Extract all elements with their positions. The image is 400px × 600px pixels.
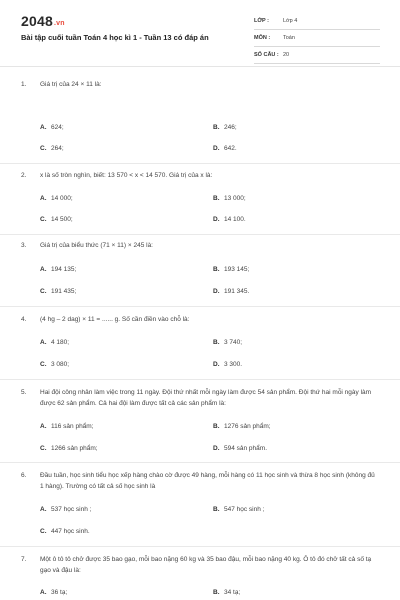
answer-option[interactable]	[40, 124, 64, 131]
logo-suffix: .vn	[53, 20, 65, 27]
option-text: 191 345.	[224, 288, 250, 295]
option-letter: B.	[213, 195, 220, 202]
option-text: 246;	[224, 124, 237, 131]
answer-option[interactable]	[40, 288, 76, 295]
answer-option[interactable]	[213, 339, 242, 346]
option-text: 116 sản phẩm;	[51, 423, 94, 430]
question-separator	[0, 462, 400, 463]
option-text: 3 080;	[51, 361, 70, 368]
answer-option[interactable]	[40, 216, 73, 223]
answer-option[interactable]	[213, 124, 237, 131]
option-text: 547 học sinh ;	[224, 506, 265, 513]
answer-option[interactable]	[40, 145, 64, 152]
page-title: Bài tập cuối tuần Toán 4 học kì 1 - Tuần 13 có đáp án	[21, 33, 209, 42]
question-separator	[0, 234, 400, 235]
meta-row-subject	[254, 33, 380, 47]
option-letter: D.	[213, 288, 220, 295]
meta-row-count	[254, 50, 380, 64]
document-header	[0, 0, 400, 66]
question-text: Đầu tuần, học sinh tiểu học xếp hàng chào cờ được 49 hàng, mỗi hàng có 11 học sinh và thừa 8 học sinh (không đủ 1 hàng). Trường có tất cả số học sinh là	[40, 472, 375, 490]
option-text: 36 tạ;	[51, 589, 68, 596]
question-number: 3.	[21, 242, 27, 249]
option-letter: A.	[40, 423, 47, 430]
answer-option[interactable]	[213, 216, 246, 223]
option-letter: B.	[213, 266, 220, 273]
meta-label: MÔN :	[254, 35, 271, 41]
option-text: 14 000;	[51, 195, 73, 202]
question-text: x là số tròn nghìn, biết: 13 570 < x < 14 570. Giá trị của x là:	[40, 172, 213, 179]
option-text: 193 145;	[224, 266, 250, 273]
meta-value: Lớp 4	[283, 18, 298, 24]
answer-option[interactable]	[40, 445, 98, 452]
option-letter: A.	[40, 589, 47, 596]
question-separator	[0, 163, 400, 164]
option-letter: C.	[40, 361, 47, 368]
question-number: 1.	[21, 81, 27, 88]
option-text: 624;	[51, 124, 64, 131]
option-letter: C.	[40, 288, 47, 295]
answer-option[interactable]	[40, 361, 69, 368]
answer-option[interactable]	[213, 145, 237, 152]
option-text: 594 sản phẩm.	[224, 445, 268, 452]
option-letter: D.	[213, 145, 220, 152]
question-text: Hai đội công nhân làm việc trong 11 ngày. Đội thứ nhất mỗi ngày làm được 54 sản phẩm. Đội thứ hai mỗi ngày làm được 62 sản phẩm. Cả hai đội làm được tất cả các sản phẩm là:	[40, 389, 372, 407]
option-letter: B.	[213, 506, 220, 513]
option-letter: A.	[40, 195, 47, 202]
option-letter: C.	[40, 216, 47, 223]
option-letter: C.	[40, 445, 47, 452]
answer-option[interactable]	[213, 361, 242, 368]
question-text: Một ô tô tô chở được 35 bao gạo, mỗi bao nặng 60 kg và 35 bao đậu, mỗi bao nặng 40 kg. Ô tô đó chở tất cả số tạ gạo và đậu là:	[40, 556, 372, 574]
answer-option[interactable]	[40, 423, 94, 430]
option-text: 191 435;	[51, 288, 77, 295]
option-text: 537 học sinh ;	[51, 506, 92, 513]
option-text: 13 000;	[224, 195, 246, 202]
option-text: 194 135;	[51, 266, 77, 273]
question-number: 4.	[21, 316, 27, 323]
option-text: 447 học sinh.	[51, 528, 90, 535]
question-number: 2.	[21, 172, 27, 179]
answer-option[interactable]	[213, 266, 249, 273]
question-number: 5.	[21, 389, 27, 396]
question-separator	[0, 379, 400, 380]
option-letter: D.	[213, 361, 220, 368]
option-letter: B.	[213, 124, 220, 131]
question-text: Giá trị của biểu thức (71 × 11) × 245 là:	[40, 242, 153, 249]
option-letter: D.	[213, 445, 220, 452]
answer-option[interactable]	[40, 195, 73, 202]
meta-info-box	[254, 16, 380, 67]
meta-value: Toán	[283, 35, 295, 41]
option-text: 3 300.	[224, 361, 243, 368]
question-separator	[0, 546, 400, 547]
option-letter: C.	[40, 145, 47, 152]
option-text: 264;	[51, 145, 64, 152]
answer-option[interactable]	[213, 195, 246, 202]
question-number: 6.	[21, 472, 27, 479]
answer-option[interactable]	[40, 266, 76, 273]
question-text: (4 hg – 2 dag) × 11 = ...... g. Số cần điền vào chỗ là:	[40, 316, 190, 323]
answer-option[interactable]	[40, 528, 90, 535]
option-text: 4 180;	[51, 339, 70, 346]
option-letter: A.	[40, 266, 47, 273]
option-letter: B.	[213, 423, 220, 430]
answer-option[interactable]	[40, 589, 67, 596]
answer-option[interactable]	[213, 423, 271, 430]
option-text: 34 tạ;	[224, 589, 241, 596]
meta-row-class	[254, 16, 380, 30]
option-text: 14 100.	[224, 216, 246, 223]
answer-option[interactable]	[213, 288, 249, 295]
option-text: 14 500;	[51, 216, 73, 223]
answer-option[interactable]	[213, 506, 264, 513]
question-text: Giá trị của 24 × 11 là:	[40, 81, 102, 88]
logo-text: 2048	[21, 13, 53, 29]
option-text: 3 740;	[224, 339, 243, 346]
meta-label: LỚP :	[254, 18, 269, 24]
answer-option[interactable]	[40, 339, 69, 346]
option-letter: A.	[40, 124, 47, 131]
option-text: 1276 sản phẩm;	[224, 423, 271, 430]
meta-value: 20	[283, 52, 290, 58]
answer-option[interactable]	[213, 589, 240, 596]
option-letter: D.	[213, 216, 220, 223]
answer-option[interactable]	[213, 445, 267, 452]
option-letter: B.	[213, 589, 220, 596]
option-text: 642.	[224, 145, 237, 152]
option-letter: B.	[213, 339, 220, 346]
option-letter: A.	[40, 339, 47, 346]
option-text: 1266 sản phẩm;	[51, 445, 98, 452]
option-letter: C.	[40, 528, 47, 535]
answer-option[interactable]	[40, 506, 91, 513]
question-number: 7.	[21, 556, 27, 563]
meta-label: SỐ CÂU :	[254, 52, 279, 58]
question-separator	[0, 306, 400, 307]
header-divider	[0, 66, 400, 67]
site-logo[interactable]	[21, 13, 65, 29]
option-letter: A.	[40, 506, 47, 513]
